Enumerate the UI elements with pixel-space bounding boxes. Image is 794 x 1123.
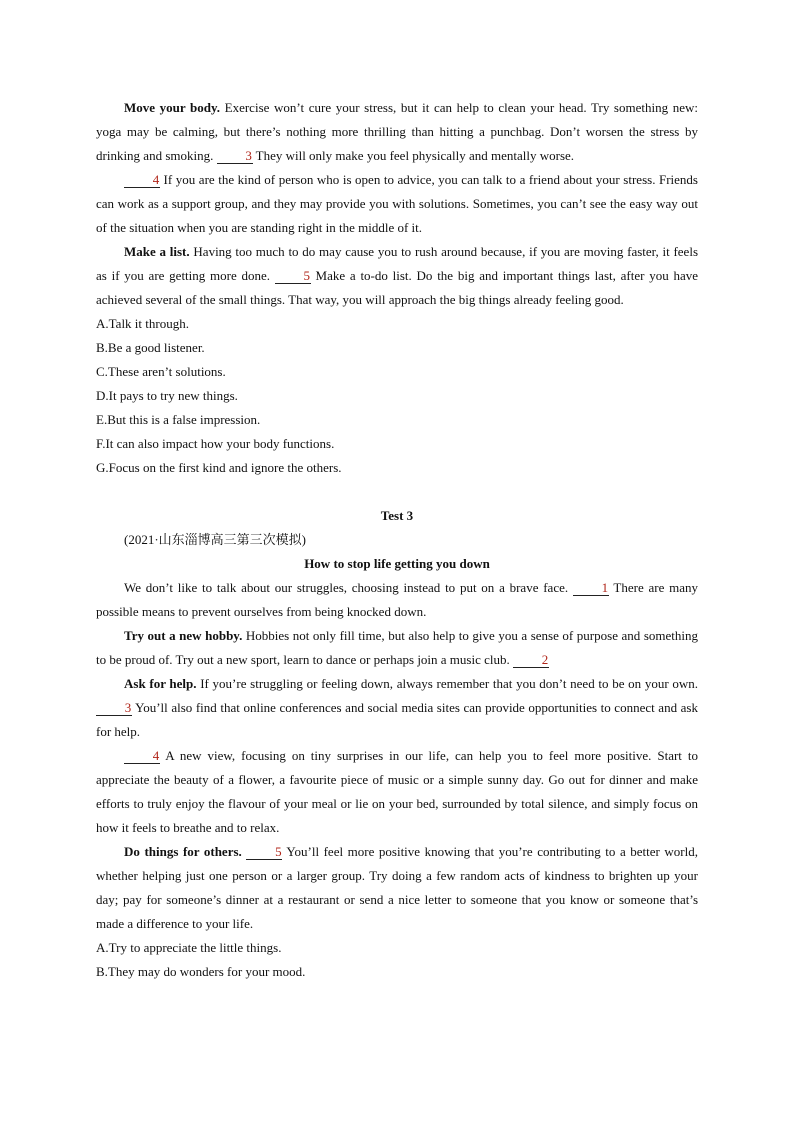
option-item: G.Focus on the first kind and ignore the others. [96, 460, 342, 475]
paragraph-heading: Ask for help. [124, 676, 197, 691]
paragraph-text: A new view, focusing on tiny surprises in our life, can help you to feel more positive. Start to appreciate the beauty of a flower, a favourite piece of music or a simple sunny day. Go out for dinner and make efforts to truly enjoy the flavour of your meal or lie on your bed, surrounded by total silence, and simply focus on how it feels to breathe and to relax. [96, 748, 698, 835]
option-item: B.Be a good listener. [96, 340, 205, 355]
paragraph-text: Hobbies not only fill time, but also help to give you a sense of purpose and something to be proud of. Try out a new sport, learn to dance or perhaps join a music club. [96, 628, 698, 667]
document-page [96, 96, 698, 984]
paragraph-heading: Make a list. [124, 244, 190, 259]
paragraph-make-a-list [96, 240, 698, 312]
paragraph-text: You’ll also find that online conferences and social media sites can provide opportunities to connect and ask for help. [96, 700, 698, 739]
paragraph-text: Having too much to do may cause you to rush around because, if you are moving faster, it feels as if you are getting more done. [96, 244, 699, 283]
answer-blank: 3 [217, 148, 253, 164]
paragraph-heading: Try out a new hobby. [124, 628, 243, 643]
paragraph-things-for-others [96, 840, 698, 936]
answer-blank: 3 [96, 700, 132, 716]
paragraph-text: If you are the kind of person who is open to advice, you can talk to a friend about your stress. Friends can work as a support group, and they may provide you with solutions. Sometimes, you can’t see the easy way out of the situation when you are standing right in the middle of it. [96, 172, 698, 235]
option-item: A.Talk it through. [96, 316, 189, 331]
option-item: A.Try to appreciate the little things. [96, 940, 282, 955]
paragraph-heading: Do things for others. [124, 844, 242, 859]
paragraph-text: They will only make you feel physically and mentally worse. [252, 148, 575, 163]
exam-source: (2021·山东淄博高三第三次模拟) [124, 532, 306, 547]
passage-title: How to stop life getting you down [304, 556, 490, 571]
paragraph-new-hobby [96, 624, 698, 672]
answer-blank: 2 [513, 652, 549, 668]
option-item: E.But this is a false impression. [96, 412, 261, 427]
paragraph-ask-for-help [96, 672, 698, 744]
option-item: C.These aren’t solutions. [96, 364, 226, 379]
paragraph-text: We don’t like to talk about our struggles, choosing instead to put on a brave face. [124, 580, 573, 595]
paragraph-talk-to-friend [96, 168, 698, 240]
paragraph-text: You’ll feel more positive knowing that you’re contributing to a better world, whether helping just one person or a larger group. Try doing a few random acts of kindness to brighten up your day; pay for someone’s dinner at a restaurant or send a nice letter to someone that you know or someone that’s made a difference to your life. [96, 844, 699, 931]
paragraph-text: There are many possible means to prevent ourselves from being knocked down. [96, 580, 698, 619]
option-item: F.It can also impact how your body functions. [96, 436, 335, 451]
answer-blank: 4 [124, 748, 160, 764]
paragraph-text: Make a to-do list. Do the big and important things last, after you have achieved several of the small things. That way, you will approach the big things already feeling good. [96, 268, 698, 307]
paragraph-text: Exercise won’t cure your stress, but it can help to clean your head. Try something new: yoga may be calming, but there’s nothing more thrilling than hitting a punchbag. Don’t worsen the stress by drinking and smoking. [96, 100, 698, 163]
paragraph-intro [96, 576, 698, 624]
option-item: D.It pays to try new things. [96, 388, 238, 403]
answer-blank: 4 [124, 172, 160, 188]
answer-blank: 5 [275, 268, 311, 284]
paragraph-heading: Move your body. [124, 100, 221, 115]
section-spacer [96, 480, 698, 504]
test-heading: Test 3 [380, 508, 414, 523]
paragraph-move-your-body [96, 96, 698, 168]
answer-blank: 1 [573, 580, 609, 596]
paragraph-text: If you’re struggling or feeling down, always remember that you don’t need to be on your own. [196, 676, 698, 691]
option-item: B.They may do wonders for your mood. [96, 964, 306, 979]
paragraph-new-view [96, 744, 698, 840]
answer-blank: 5 [246, 844, 282, 860]
